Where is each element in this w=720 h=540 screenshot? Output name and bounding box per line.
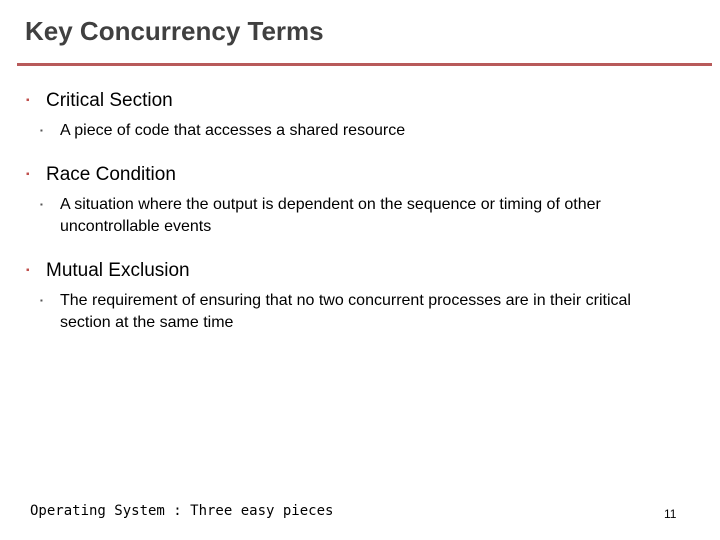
term-label: Critical Section [46,90,173,111]
term-description: The requirement of ensuring that no two concurrent processes are in their critical section at the same time [60,292,631,331]
bullet-icon: ▪ [26,95,30,106]
term-critical-section [26,90,696,142]
term-race-condition [26,164,696,238]
term-description: A piece of code that accesses a shared resource [60,122,406,139]
footer-text: Operating System : Three easy pieces [30,503,334,519]
term-description: A situation where the output is dependent on the sequence or timing of other uncontrollable events [60,196,601,235]
sub-bullet-icon: ▪ [40,126,43,135]
sub-bullet-icon: ▪ [40,200,43,209]
slide-title: Key Concurrency Terms [25,16,324,46]
title-divider [17,63,712,66]
page-number: 11 [664,507,677,521]
bullet-icon: ▪ [26,265,30,276]
slide-content [26,90,696,334]
bullet-icon: ▪ [26,169,30,180]
sub-bullet-icon: ▪ [40,296,43,305]
term-label: Mutual Exclusion [46,260,190,281]
term-label: Race Condition [46,164,176,185]
term-mutual-exclusion [26,260,696,334]
